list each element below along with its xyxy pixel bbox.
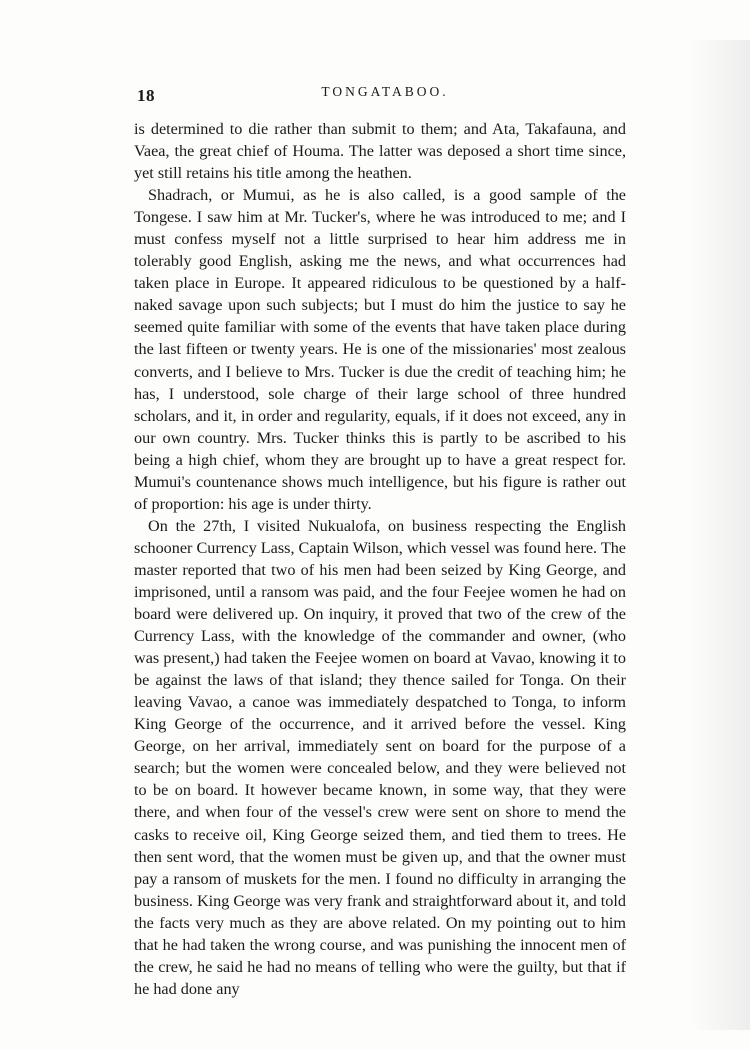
paragraph: is determined to die rather than submit to them; and Ata, Takafauna, and Vaea, the great chief of Houma. The latter was deposed a short time since, yet still retains his title among the heathen. [134, 120, 626, 183]
page-number: 18 [137, 86, 155, 105]
paragraph: Shadrach, or Mumui, as he is also called, is a good sample of the Tongese. I saw him at Mr. Tucker's, where he was introduced to me; and I must confess myself not a little surprised to hear him address me in tolerably good English, asking me the news, and what occurrences had taken place in Europe. It appeared ridiculous to be questioned by a half-naked savage upon such subjects; but I must do him the justice to say he seemed quite familiar with some of the events that have taken place during the last fifteen or twenty years. He is one of the missionaries' most zealous converts, and I believe to Mrs. Tucker is due the credit of teaching him; he has, I understood, sole charge of their large school of three hundred scholars, and it, in order and regularity, equals, if it does not exceed, any in our own country. Mrs. Tucker thinks this is partly to be ascribed to his being a high chief, whom they are brought up to have a great respect for. Mumui's countenance shows much intelligence, but his figure is rather out of proportion: his age is under thirty. [134, 186, 626, 513]
running-head: TONGATABOO. [321, 84, 449, 99]
body-text [134, 118, 626, 1000]
paragraph: On the 27th, I visited Nukualofa, on business respecting the English schooner Currency Lass, Captain Wilson, which vessel was found here. The master reported that two of his men had been seized by King George, and imprisoned, until a ransom was paid, and the four Feejee women he had on board were delivered up. On inquiry, it proved that two of the crew of the Currency Lass, with the knowledge of the commander and owner, (who was present,) had taken the Feejee women on board at Vavao, knowing it to be against the laws of that island; they thence sailed for Tonga. On their leaving Vavao, a canoe was immediately despatched to Tonga, to inform King George of the occurrence, and it arrived before the vessel. King George, on her arrival, immediately sent on board for the purpose of a search; but the women were concealed below, and they were believed not to be on board. It however became known, in some way, that they were there, and when four of the vessel's crew were sent on shore to mend the casks to receive oil, King George seized them, and tied them to trees. He then sent word, that the women must be given up, and that the owner must pay a ransom of muskets for the men. I found no difficulty in arranging the business. King George was very frank and straightforward about it, and told the facts very much as they are above related. On my pointing out to him that he had taken the wrong course, and was punishing the innocent men of the crew, he said he had no means of telling who were the guilty, but that if he had done any [134, 516, 626, 998]
page-header [135, 80, 625, 104]
page-edge-shadow [690, 40, 750, 1030]
